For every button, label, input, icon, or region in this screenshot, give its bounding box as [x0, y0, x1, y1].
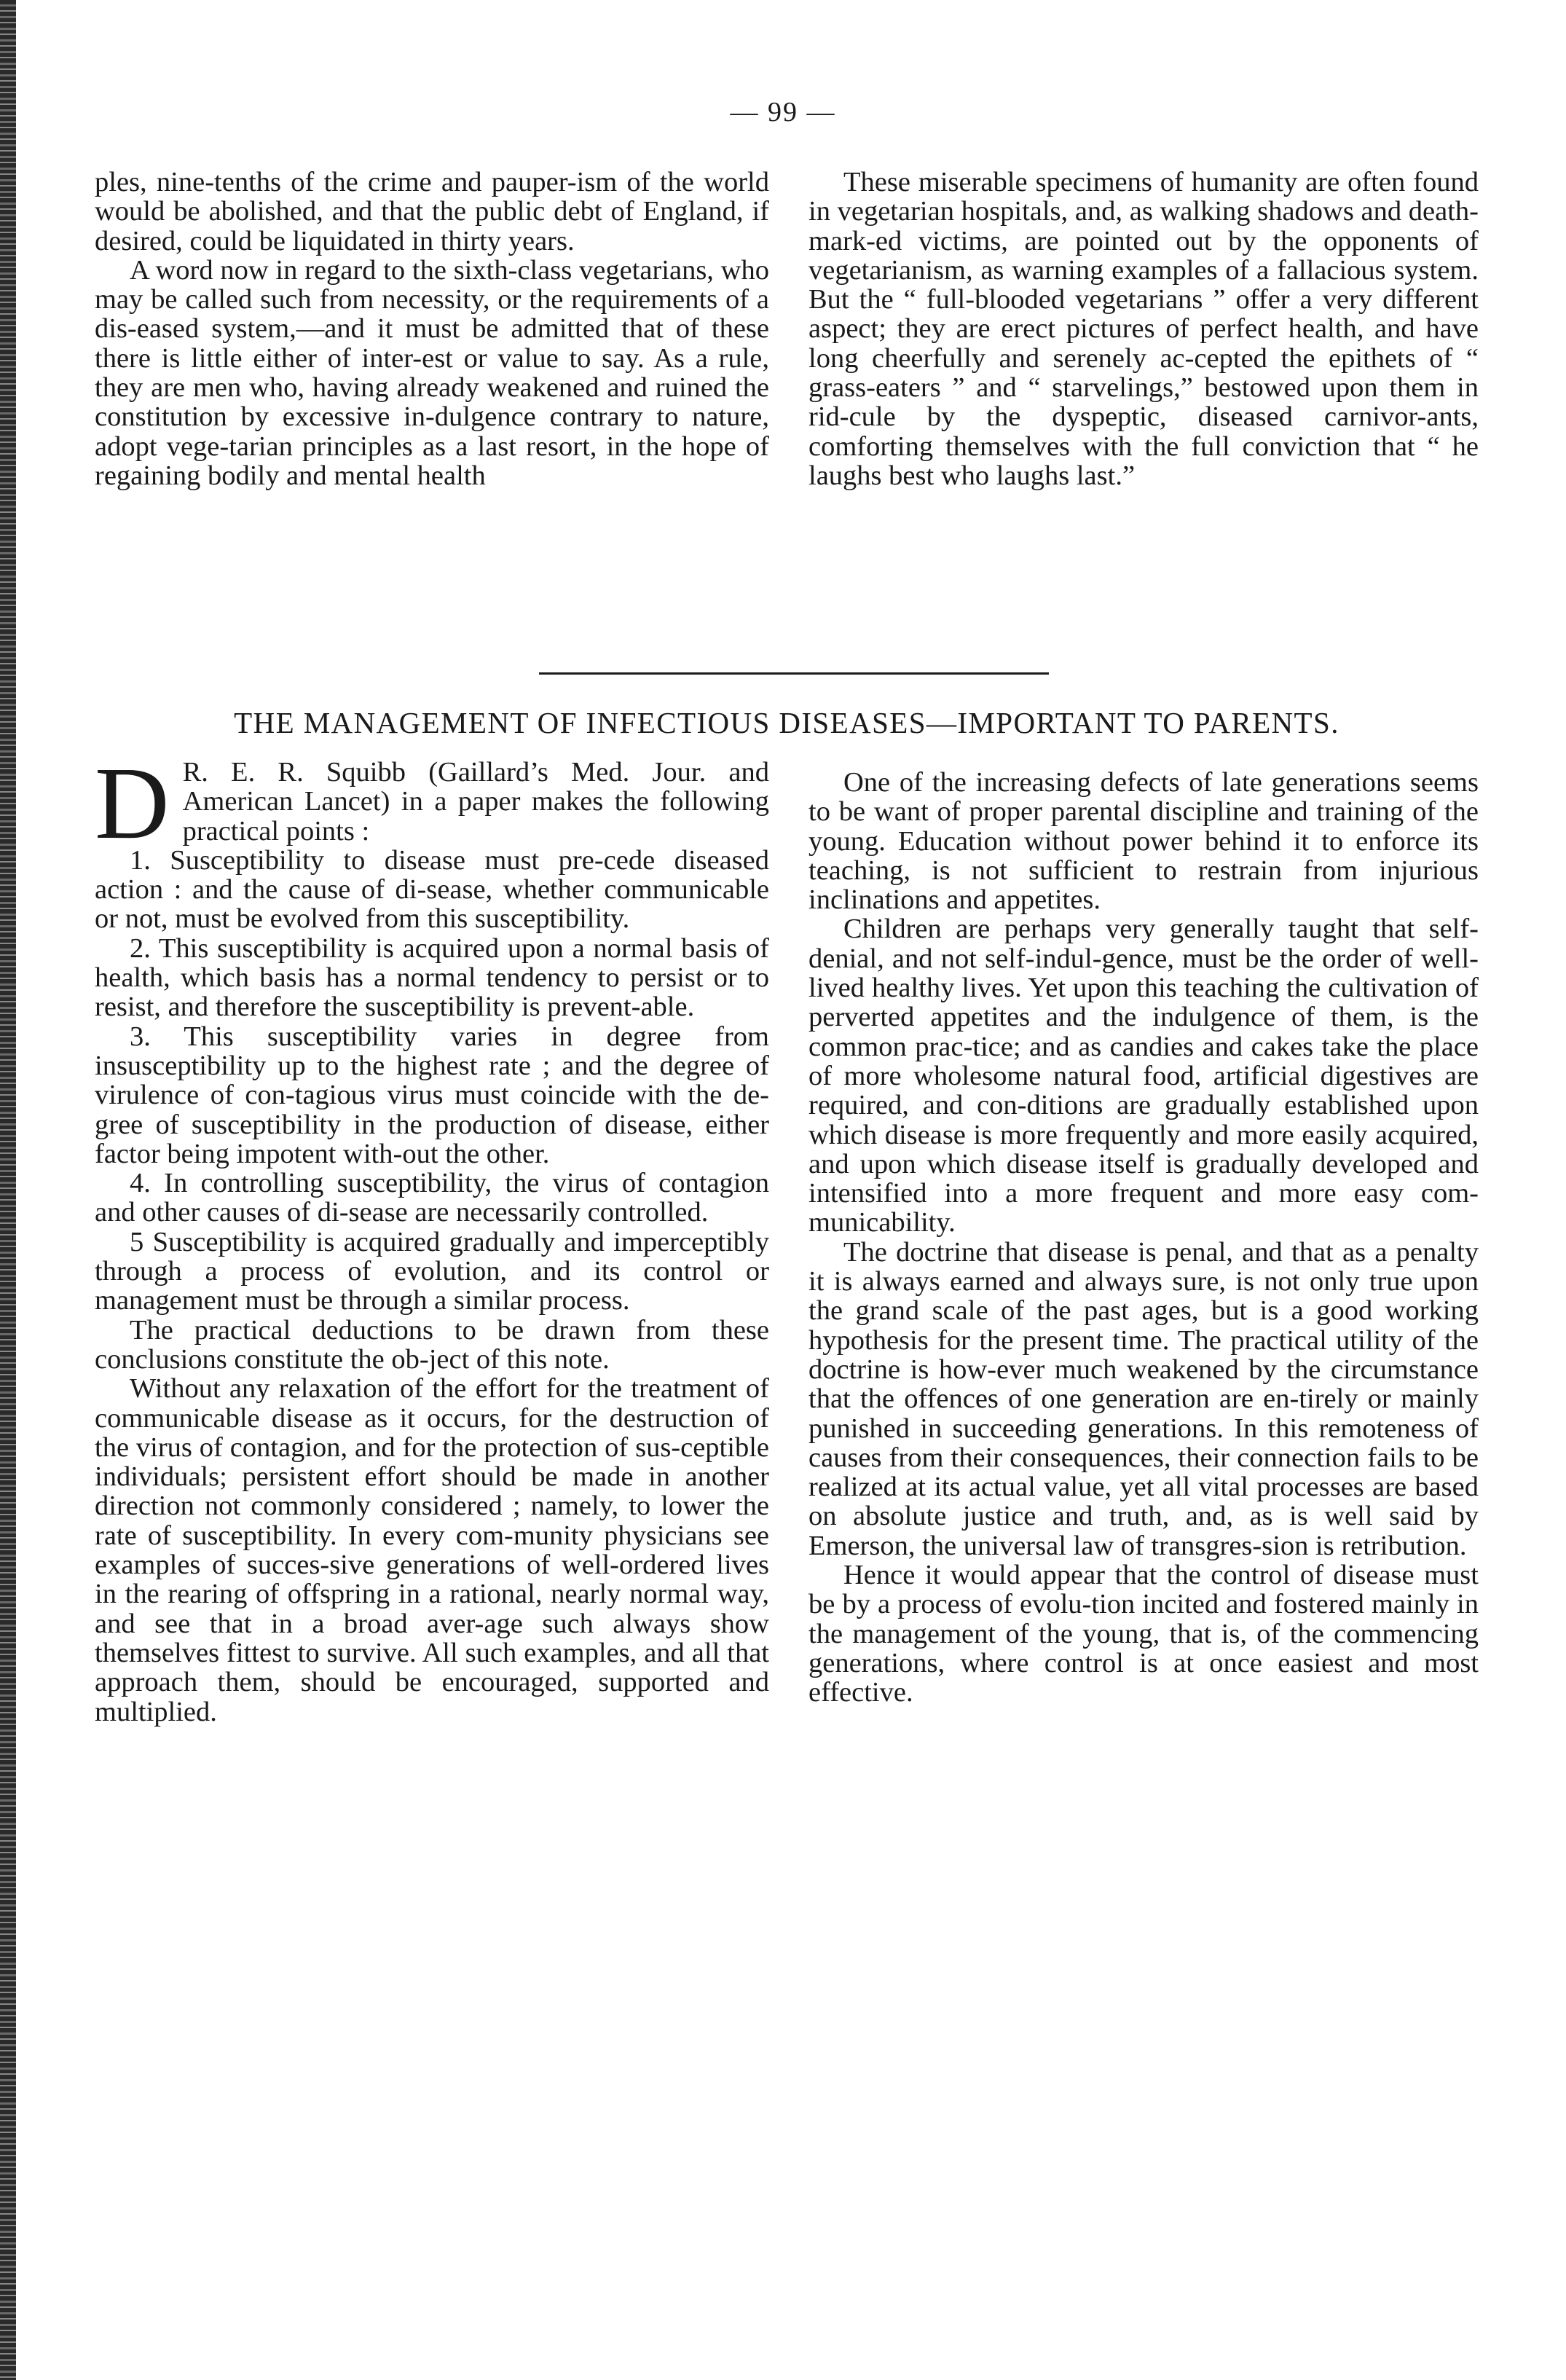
paragraph: Without any relaxation of the effort for the treatment of communicable disease as it occurs, for the destruction of the virus of contagion, and for the protection of sus-ceptible individuals; persistent effort should be made in another direction not commonly considered ; namely, to lower the rate of susceptibility. In every com-munity physicians see examples of succes-sive generations of well-ordered lives in the rearing of offspring in a rational, nearly normal way, and see that in a broad aver-age such always show themselves fittest to survive. All such examples, and all that approach them, should be encouraged, supported and multiplied.: [95, 1373, 769, 1727]
section-divider-rule: [539, 672, 1049, 675]
point-3: 3. This susceptibility varies in degree from insusceptibility up to the highest rate ; and the degree of virulence of con-tagious virus must coincide with the de-gree of susceptibility in the production of disease, either factor being impotent with-out the other.: [95, 1021, 769, 1169]
column-top-left: [95, 168, 769, 490]
column-bottom-right: [808, 768, 1479, 1708]
scan-gutter-edge: [0, 0, 16, 2380]
paragraph: Hence it would appear that the control of disease must be by a process of evolu-tion incited and fostered mainly in the management of the young, that is, of the commencing generations, where control is at once easiest and most effective.: [808, 1560, 1479, 1708]
point-1: 1. Susceptibility to disease must pre-cede diseased action : and the cause of di-sease, whether communicable or not, must be evolved from this susceptibility.: [95, 844, 769, 935]
article-headline: THE MANAGEMENT OF INFECTIOUS DISEASES—IMPORTANT TO PARENTS.: [234, 706, 1339, 739]
page-number: — 99 —: [730, 97, 836, 127]
drop-cap: D: [95, 745, 170, 860]
paragraph: The practical deductions to be drawn from these conclusions constitute the ob-ject of this note.: [95, 1314, 769, 1375]
paragraph: ples, nine-tenths of the crime and pauper-ism of the world would be abolished, and that the public debt of England, if desired, could be liquidated in thirty years.: [95, 167, 769, 256]
column-top-right: [808, 168, 1479, 490]
paragraph: One of the increasing defects of late generations seems to be want of proper parental discipline and training of the young. Education without power behind it to enforce its teaching, is not sufficient to restrain from injurious inclinations and appetites.: [808, 767, 1479, 916]
point-2: 2. This susceptibility is acquired upon a normal basis of health, which basis has a normal tendency to persist or to resist, and therefore the susceptibility is prevent-able.: [95, 932, 769, 1023]
paragraph: Children are perhaps very generally taught that self-denial, and not self-indul-gence, must be the order of well-lived healthy lives. Yet upon this teaching the cultivation of perverted appetites and the indulgence of them, is the common prac-tice; and as candies and cakes take the place of more wholesome natural food, artificial digestives are required, and con-ditions are gradually established upon which disease is more frequently and more easily acquired, and upon which disease itself is gradually developed and intensified into a more frequent and more easy com-municability.: [808, 914, 1479, 1238]
paragraph: The doctrine that disease is penal, and that as a penalty it is always earned and always sure, is not only true upon the grand scale of the past ages, but is a good working hypothesis for the present time. The practical utility of the doctrine is how-ever much weakened by the circumstance that the offences of one generation are en-tirely or mainly punished in succeeding generations. In this remoteness of causes from their consequences, their connection fails to be realized at its actual value, yet all vital processes are based on absolute justice and truth, and, as is well said by Emerson, the universal law of transgres-sion is retribution.: [808, 1236, 1479, 1561]
point-5: 5 Susceptibility is acquired gradually and imperceptibly through a process of evolution, and its control or management must be through a similar process.: [95, 1226, 769, 1316]
intro-paragraph: [95, 745, 769, 860]
column-bottom-left: [95, 745, 769, 1727]
point-4: 4. In controlling susceptibility, the virus of contagion and other causes of di-sease are necessarily controlled.: [95, 1168, 769, 1228]
paragraph: A word now in regard to the sixth-class vegetarians, who may be called such from necessity, or the requirements of a dis-eased system,—and it must be admitted that of these there is little either of inter-est or value to say. As a rule, they are men who, having already weakened and ruined the constitution by excessive in-dulgence contrary to nature, adopt vege-tarian principles as a last resort, in the hope of regaining bodily and mental health: [95, 254, 769, 491]
paragraph: These miserable specimens of humanity are often found in vegetarian hospitals, and, as walking shadows and death-mark-ed victims, are pointed out by the opponents of vegetarianism, as warning examples of a fallacious system. But the “ full-blooded vegetarians ” offer a very different aspect; they are erect pictures of perfect health, and have long cheerfully and serenely ac-cepted the epithets of “ grass-eaters ” and “ starvelings,” bestowed upon them in rid-cule by the dyspeptic, diseased carnivor-ants, comforting themselves with the full conviction that “ he laughs best who laughs last.”: [808, 167, 1479, 491]
intro-text: R. E. R. Squibb (Gaillard’s Med. Jour. and American Lancet) in a paper makes the following practical points :: [182, 757, 769, 847]
